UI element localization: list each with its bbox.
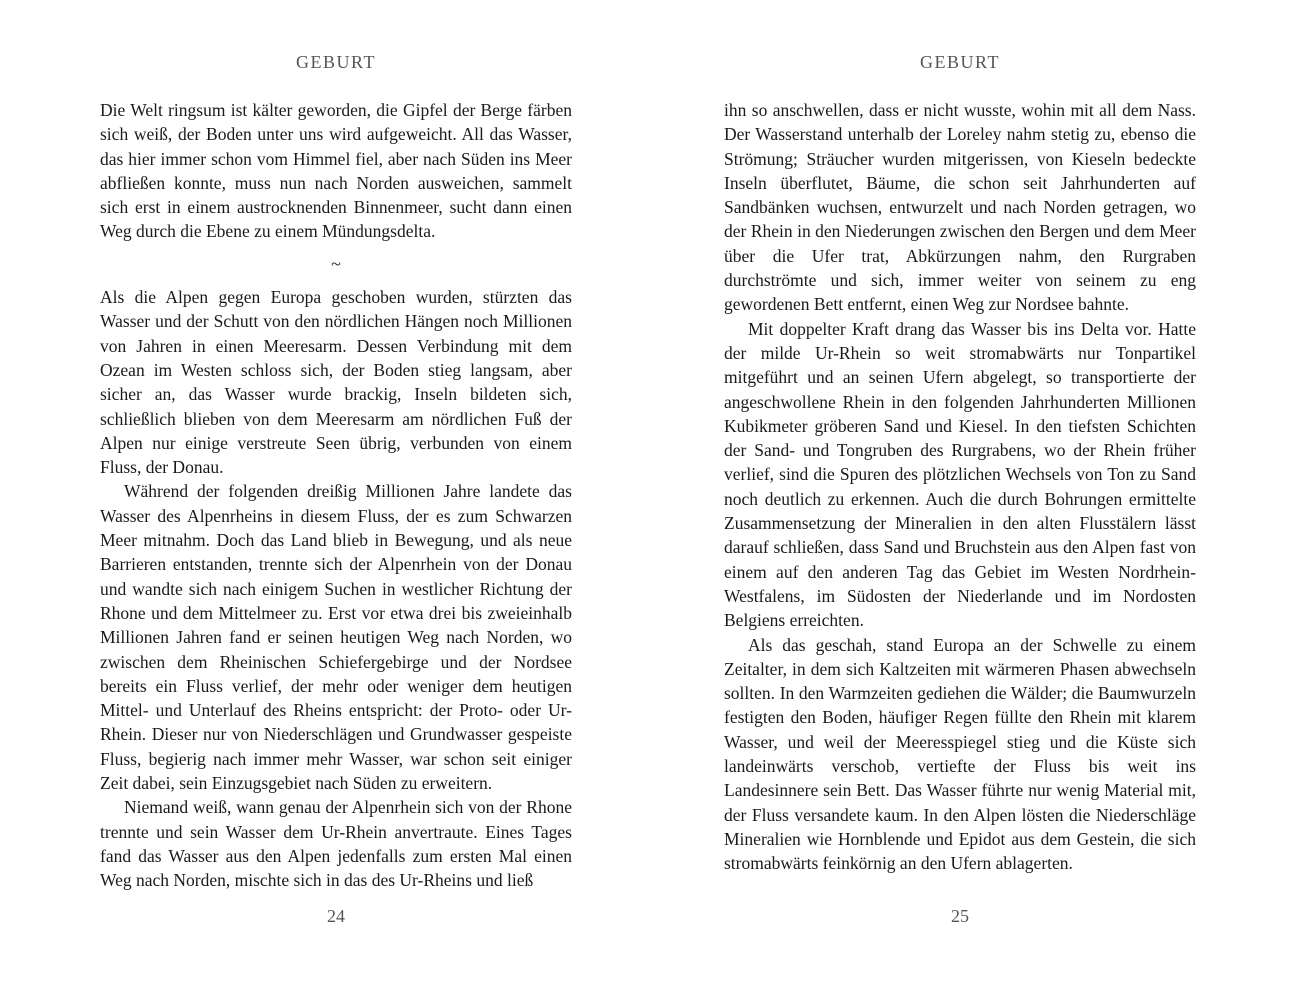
right-page-body	[724, 98, 1196, 876]
paragraph: ihn so anschwellen, dass er nicht wusste, wohin mit all dem Nass. Der Wasserstand unterhalb der Loreley nahm stetig zu, ebenso die Strömung; Sträucher wurden mitgerissen, von Kieseln bedeckte Inseln überflutet, Bäume, die schon seit Jahrhunderten auf Sandbänken wuchsen, entwurzelt und nach Norden getragen, wo der Rhein in den Niederungen zwischen den Bergen und dem Meer über die Ufer trat, Abkürzungen nahm, den Rurgraben durchströmte und sich, immer weiter von seinem zu eng gewordenen Bett entfernt, einen Weg zur Nordsee bahnte.	[724, 100, 1196, 315]
section-break-tilde: ~	[331, 253, 341, 274]
left-page	[100, 0, 572, 1000]
running-head-right: GEBURT	[920, 52, 1000, 72]
paragraph: Mit doppelter Kraft drang das Wasser bis ins Delta vor. Hatte der milde Ur-Rhein so weit stromabwärts nur Tonpartikel mitgeführt und an seinen Ufern abgelegt, so transportierte der angeschwollene Rhein in den folgenden Jahrhunderten Millionen Kubikmeter gröberen Sand und Kiesel. In den tiefsten Schichten der Sand- und Tongruben des Rurgrabens, wo der Rhein früher verlief, sind die Spuren des plötzlichen Wechsels von Ton zu Sand noch deutlich zu erkennen. Auch die durch Bohrungen ermittelte Zusammensetzung der Mineralien in den alten Flusstälern lässt darauf schließen, dass Sand und Bruchstein aus den Alpen fast von einem auf den anderen Tag das Gebiet im Westen Nordrhein-Westfalens, im Südosten der Niederlande und im Nordosten Belgiens erreichten.	[724, 318, 1196, 631]
paragraph: Niemand weiß, wann genau der Alpenrhein sich von der Rhone trennte und sein Wasser dem Ur-Rhein anvertraute. Eines Tages fand das Wasser aus den Alpen jedenfalls zum ersten Mal einen Weg nach Norden, mischte sich in das des Ur-Rheins und ließ	[100, 797, 572, 891]
paragraph: Als die Alpen gegen Europa geschoben wurden, stürzten das Wasser und der Schutt von den nördlichen Hängen noch Millionen von Jahren in einen Meeresarm. Dessen Verbindung mit dem Ozean im Westen schloss sich, der Boden stieg langsam, aber sicher an, das Wasser wurde brackig, Inseln bildeten sich, schließlich blieben von dem Meeresarm am nördlichen Fuß der Alpen nur einige verstreute Seen übrig, verbunden von einem Fluss, der Donau.	[100, 287, 572, 478]
left-page-body	[100, 98, 572, 893]
page-number-right: 25	[951, 906, 969, 926]
paragraph: Als das geschah, stand Europa an der Schwelle zu einem Zeitalter, in dem sich Kaltzeiten mit wärmeren Phasen abwechseln sollten. In den Warmzeiten gediehen die Wälder; die Baumwurzeln festigten den Boden, häufiger Regen füllte den Rhein mit klarem Wasser, und weil der Meeresspiegel stieg und die Küste sich landeinwärts verschob, vertiefte der Fluss bis weit ins Landesinnere sein Bett. Das Wasser führte nur wenig Material mit, der Fluss versandete kaum. In den Alpen lösten die Niederschläge Mineralien wie Hornblende und Epidot aus dem Gestein, die sich stromabwärts feinkörnig an den Ufern ablagerten.	[724, 634, 1196, 874]
page-number-left: 24	[327, 906, 345, 926]
paragraph: Während der folgenden dreißig Millionen Jahre landete das Wasser des Alpenrheins in diesem Fluss, der es zum Schwarzen Meer mitnahm. Doch das Land blieb in Bewegung, und als neue Barrieren entstanden, trennte sich der Alpenrhein von der Donau und wandte sich nach einigem Suchen in westlicher Richtung der Rhone und dem Mittelmeer zu. Erst vor etwa drei bis zweieinhalb Millionen Jahren fand er seinen heutigen Weg nach Norden, wo zwischen dem Rheinischen Schiefergebirge und der Nordsee bereits ein Fluss verlief, der mehr oder weniger dem heutigen Mittel- und Unterlauf des Rheins entspricht: der Proto- oder Ur-Rhein. Dieser nur von Niederschlägen und Grundwasser gespeiste Fluss, begierig nach immer mehr Wasser, war schon seit einiger Zeit dabei, sein Einzugsgebiet nach Süden zu erweitern.	[100, 481, 572, 794]
paragraph: Die Welt ringsum ist kälter geworden, die Gipfel der Berge färben sich weiß, der Boden unter uns wird aufgeweicht. All das Wasser, das hier immer schon vom Himmel fiel, aber nach Süden ins Meer abfließen konnte, muss nun nach Norden ausweichen, sammelt sich erst in einem austrocknenden Binnenmeer, sucht dann einen Weg durch die Ebene zu einem Mündungsdelta.	[100, 100, 572, 242]
right-page	[724, 0, 1196, 1000]
running-head-left: GEBURT	[296, 52, 376, 72]
